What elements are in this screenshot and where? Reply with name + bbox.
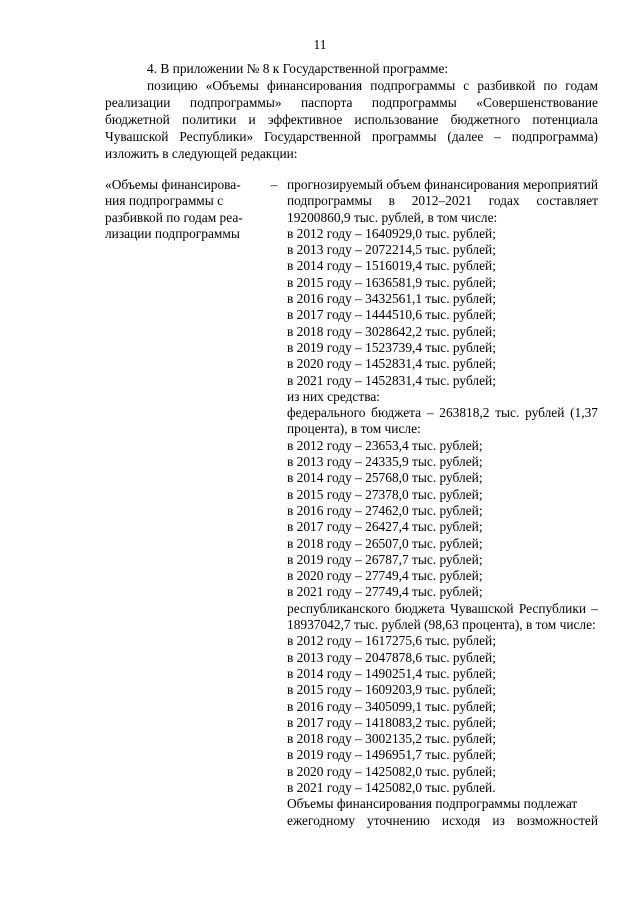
list-item: в 2016 году – 3432561,1 тыс. рублей; xyxy=(287,291,496,307)
list-item: в 2016 году – 27462,0 тыс. рублей; xyxy=(287,502,483,518)
intro-section xyxy=(105,60,598,163)
intro-body: позицию «Объемы финансирования подпрограммы с разбивкой по годам реализации подпрограммы» паспорта подпрограммы «Совершенствование бюджетной политики и эффективное использование бюджетного потенциала Чувашской Республики» Государственной программы (далее – подпрограмма) изложить в следующей редакции: xyxy=(105,78,598,162)
list-item: в 2012 году – 1640929,0 тыс. рублей; xyxy=(287,225,496,241)
left-line: разбивкой по годам реа- xyxy=(105,209,243,225)
list-item: в 2019 году – 26787,7 тыс. рублей; xyxy=(287,551,483,567)
list-item: в 2012 году – 23653,4 тыс. рублей; xyxy=(287,437,483,453)
left-line: ния подпрограммы с xyxy=(105,193,224,209)
table-right-cell xyxy=(287,177,598,829)
table-left-cell xyxy=(105,177,258,242)
list-item: в 2013 году – 24335,9 тыс. рублей; xyxy=(287,454,483,470)
left-line: лизации подпрограммы xyxy=(105,225,240,241)
list-item: в 2018 году – 3028642,2 тыс. рублей; xyxy=(287,323,496,339)
federal-funding: федерального бюджета – 263818,2 тыс. рублей (1,37 процента), в том числе: xyxy=(287,405,598,437)
closing-note: Объемы финансирования подпрограммы подлежат xyxy=(287,796,578,812)
list-item: в 2021 году – 1452831,4 тыс. рублей; xyxy=(287,372,496,388)
republic-years-list xyxy=(287,633,598,796)
list-item: в 2021 году – 27749,4 тыс. рублей; xyxy=(287,584,483,600)
list-item: в 2013 году – 2047878,6 тыс. рублей; xyxy=(287,649,496,665)
list-item: в 2014 году – 1490251,4 тыс. рублей; xyxy=(287,665,496,681)
left-line: «Объемы финансирова- xyxy=(105,177,241,192)
list-item: в 2017 году – 1444510,6 тыс. рублей; xyxy=(287,307,496,323)
page-number: 11 xyxy=(313,37,327,52)
list-item: в 2012 году – 1617275,6 тыс. рублей; xyxy=(287,633,496,649)
list-item: в 2019 году – 1523739,4 тыс. рублей; xyxy=(287,339,496,355)
list-item: в 2019 году – 1496951,7 тыс. рублей; xyxy=(287,747,496,763)
list-item: в 2020 году – 1425082,0 тыс. рублей; xyxy=(287,763,496,779)
list-item: в 2020 году – 1452831,4 тыс. рублей; xyxy=(287,356,496,372)
total-funding: прогнозируемый объем финансирования мероприятий подпрограммы в 2012–2021 годах составляет 19200860,9 тыс. рублей, в том числе: xyxy=(287,177,598,225)
closing-note-continued: ежегодному уточнению исходя из возможностей xyxy=(287,812,598,828)
list-item: в 2014 году – 25768,0 тыс. рублей; xyxy=(287,470,483,486)
list-item: в 2013 году – 2072214,5 тыс. рублей; xyxy=(287,242,496,258)
federal-years-list xyxy=(287,438,598,601)
list-item: в 2016 году – 3405099,1 тыс. рублей; xyxy=(287,698,496,714)
list-item: в 2018 году – 3002135,2 тыс. рублей; xyxy=(287,731,496,747)
intro-heading: 4. В приложении № 8 к Государственной программе: xyxy=(147,61,449,76)
table-dash: – xyxy=(270,177,278,192)
sources-label: из них средства: xyxy=(287,388,381,404)
list-item: в 2018 году – 26507,0 тыс. рублей; xyxy=(287,535,483,551)
list-item: в 2020 году – 27749,4 тыс. рублей; xyxy=(287,568,483,584)
republic-funding: республиканского бюджета Чувашской Республики – 18937042,7 тыс. рублей (98,63 процента), в том числе: xyxy=(287,600,598,633)
list-item: в 2014 году – 1516019,4 тыс. рублей; xyxy=(287,258,496,274)
list-item: в 2015 году – 1636581,9 тыс. рублей; xyxy=(287,274,496,290)
list-item: в 2017 году – 1418083,2 тыс. рублей; xyxy=(287,714,496,730)
list-item: в 2015 году – 1609203,9 тыс. рублей; xyxy=(287,682,496,698)
list-item: в 2015 году – 27378,0 тыс. рублей; xyxy=(287,486,483,502)
list-item: в 2017 году – 26427,4 тыс. рублей; xyxy=(287,519,483,535)
list-item: в 2021 году – 1425082,0 тыс. рублей. xyxy=(287,779,496,795)
total-years-list xyxy=(287,226,598,389)
